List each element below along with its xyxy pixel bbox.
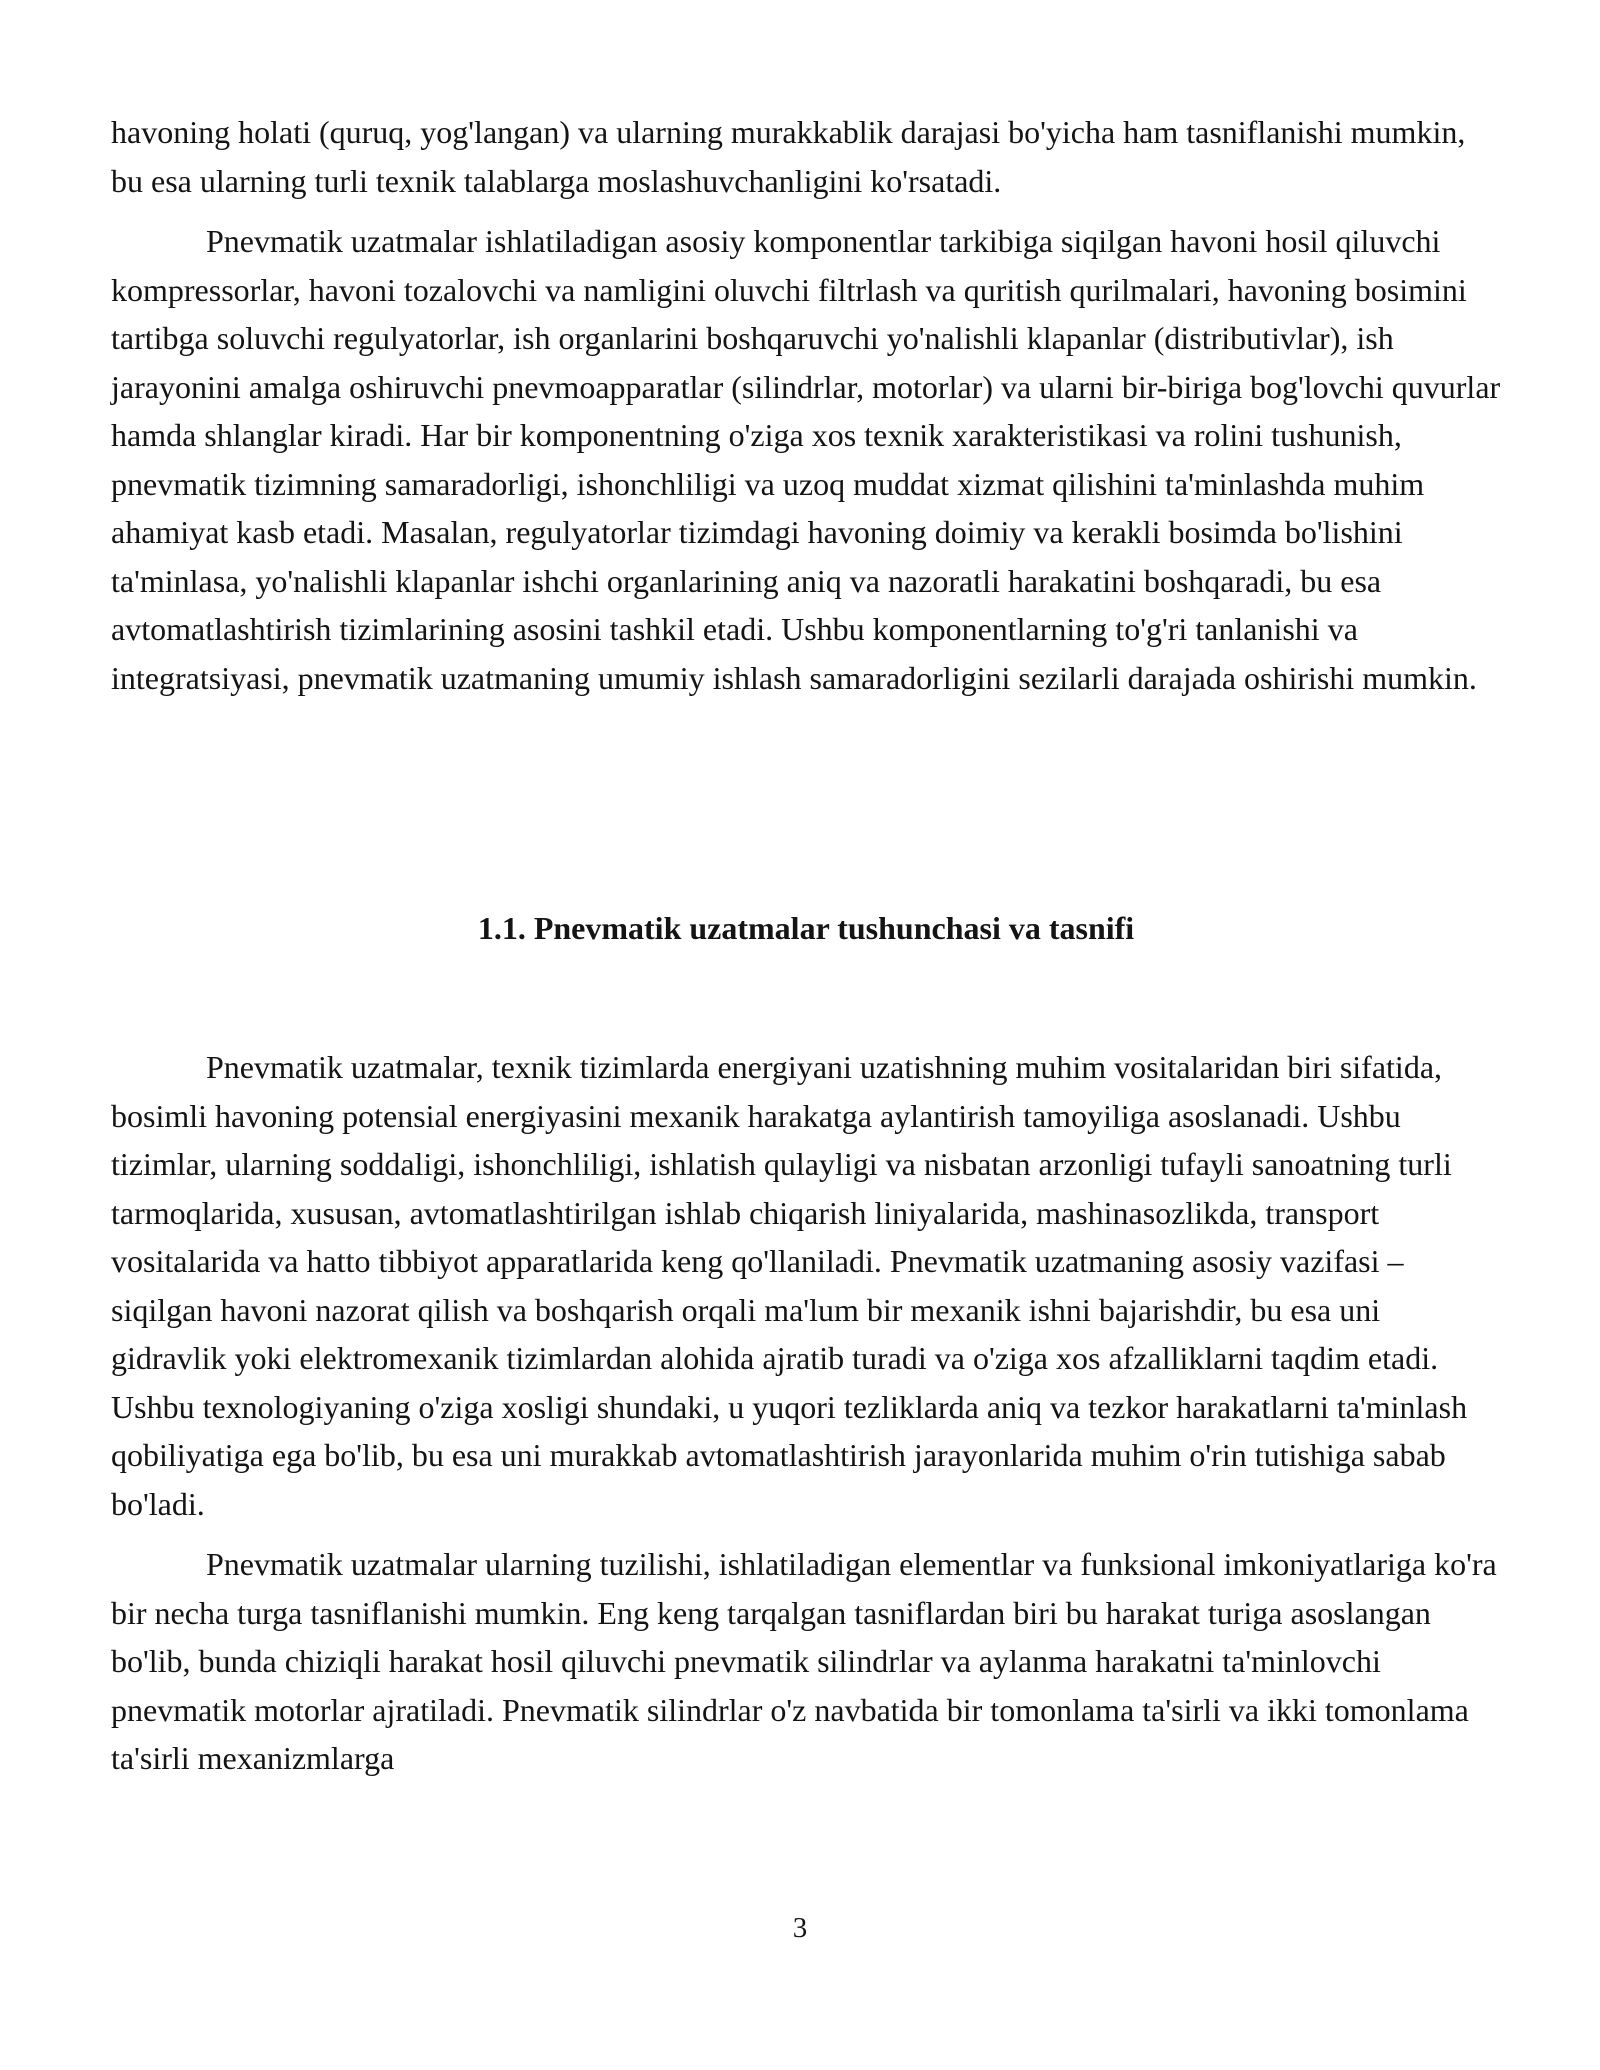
section-body [111, 1043, 1501, 1783]
section-heading: 1.1. Pnevmatik uzatmalar tushunchasi va tasnifi [477, 910, 1135, 946]
paragraph-continuation: havoning holati (quruq, yog'langan) va ularning murakkablik darajasi bo'yicha ham tasniflanishi mumkin, bu esa ularning turli texnik talablarga moslashuvchanligini ko'rsatadi. [111, 114, 1466, 199]
page-number: 3 [792, 1912, 808, 1944]
paragraph-classification: Pnevmatik uzatmalar ularning tuzilishi, ishlatiladigan elementlar va funksional imkoniyatlariga ko'ra bir necha turga tasniflanishi mumkin. Eng keng tarqalgan tasniflardan biri bu harakat turiga asoslangan bo'lib, bunda chiziqli harakat hosil qiluvchi pnevmatik silindrlar va aylanma harakatni ta'minlovchi pnevmatik motorlar ajratiladi. Pnevmatik silindrlar o'z navbatida bir tomonlama ta'sirli va ikki tomonlama ta'sirli mexanizmlarga [111, 1546, 1497, 1776]
paragraph-concept: Pnevmatik uzatmalar, texnik tizimlarda energiyani uzatishning muhim vositalaridan biri sifatida, bosimli havoning potensial energiyasini mexanik harakatga aylantirish tamoyiliga asoslanadi. Ushbu tizimlar, ularning soddaligi, ishonchliligi, ishlatish qulayligi va nisbatan arzonligi tufayli sanoatning turli tarmoqlarida, xususan, avtomatlashtirilgan ishlab chiqarish liniyalarida, mashinasozlikda, transport vositalarida va hatto tibbiyot apparatlarida keng qo'llaniladi. Pnevmatik uzatmaning asosiy vazifasi – siqilgan havoni nazorat qilish va boshqarish orqali ma'lum bir mexanik ishni bajarishdir, bu esa uni gidravlik yoki elektromexanik tizimlardan alohida ajratib turadi va o'ziga xos afzalliklarni taqdim etadi. Ushbu texnologiyaning o'ziga xosligi shundaki, u yuqori tezliklarda aniq va tezkor harakatlarni ta'minlash qobiliyatiga ega bo'lib, bu esa uni murakkab avtomatlashtirish jarayonlarida muhim o'rin tutishiga sabab bo'ladi. [111, 1049, 1468, 1522]
paragraph-components: Pnevmatik uzatmalar ishlatiladigan asosiy komponentlar tarkibiga siqilgan havoni hosil qiluvchi kompressorlar, havoni tozalovchi va namligini oluvchi filtrlash va quritish qurilmalari, havoning bosimini tartibga soluvchi regulyatorlar, ish organlarini boshqaruvchi yo'nalishli klapanlar (distributivlar), ish jarayonini amalga oshiruvchi pnevmoapparatlar (silindrlar, motorlar) va ularni bir-biriga bog'lovchi quvurlar hamda shlanglar kiradi. Har bir komponentning o'ziga xos texnik xarakteristikasi va rolini tushunish, pnevmatik tizimning samaradorligi, ishonchliligi va uzoq muddat xizmat qilishini ta'minlashda muhim ahamiyat kasb etadi. Masalan, regulyatorlar tizimdagi havoning doimiy va kerakli bosimda bo'lishini ta'minlasa, yo'nalishli klapanlar ishchi organlarining aniq va nazoratli harakatini boshqaradi, bu esa avtomatlashtirish tizimlarining asosini tashkil etadi. Ushbu komponentlarning to'g'ri tanlanishi va integratsiyasi, pnevmatik uzatmaning umumiy ishlash samaradorligini sezilarli darajada oshirishi mumkin. [111, 223, 1501, 696]
document-page [111, 108, 1501, 1776]
